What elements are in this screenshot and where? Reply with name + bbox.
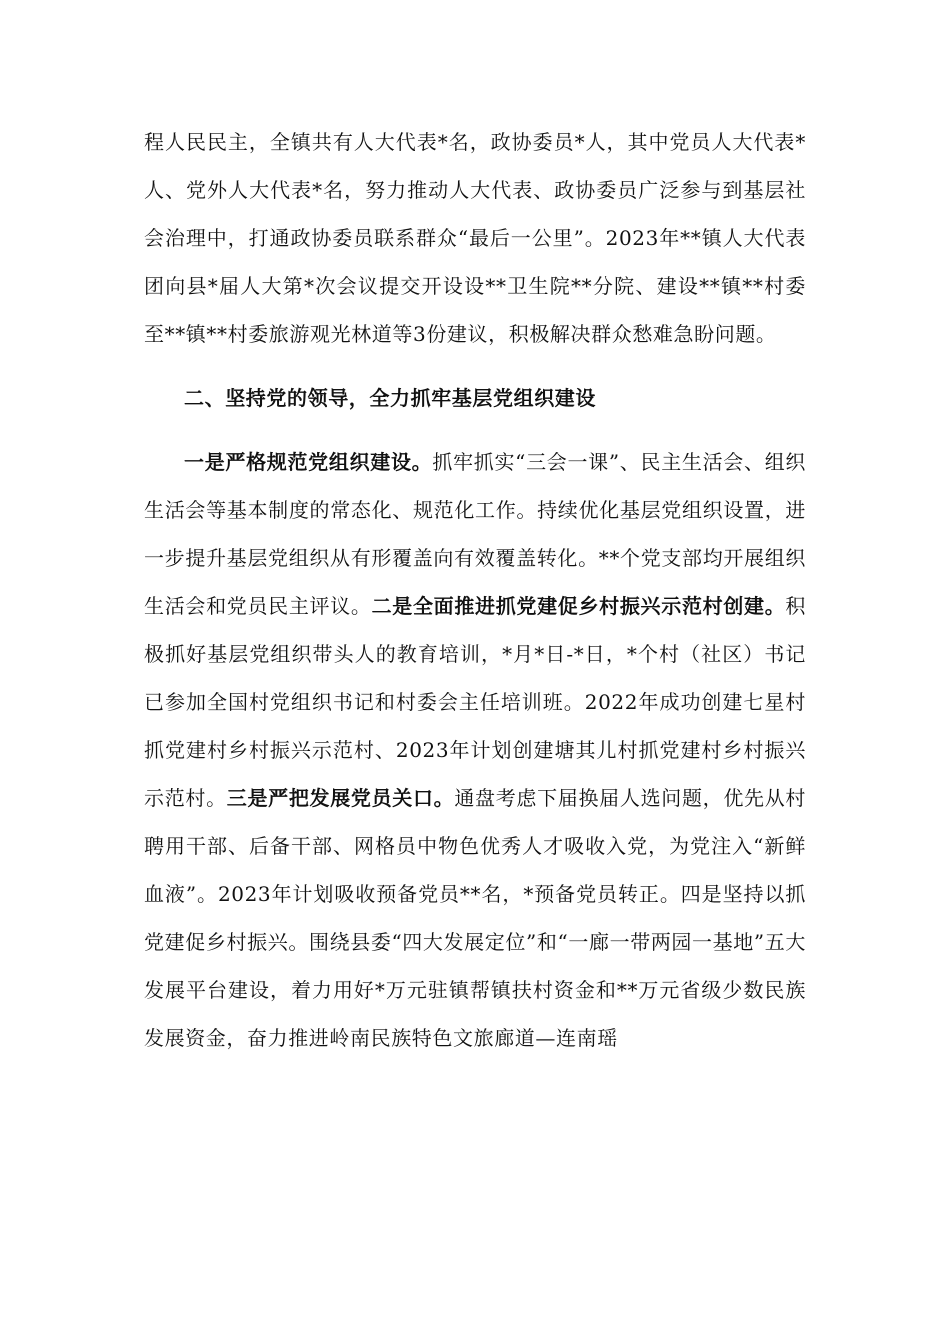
paragraph-2-text-1: 抓牢抓实“三会一课”、民主生活会、组织生活会等基本制度的常态化、规范化工作。持续优化基层党组织设置，进一步提升基层党组织从有形覆盖向有效覆盖转化。**个党支部均开展组织生活会和党员民主评议。 — [144, 450, 806, 618]
paragraph-1-text: 程人民民主，全镇共有人大代表*名，政协委员*人，其中党员人大代表*人、党外人大代表*名，努力推动人大代表、政协委员广泛参与到基层社会治理中，打通政协委员联系群众“最后一公里”。2023年**镇人大代表团向县*届人大第*次会议提交开设设**卫生院**分院、建设**镇**村委至**镇**村委旅游观光林道等3份建议，积极解决群众愁难急盼问题。 — [144, 130, 806, 346]
spacer — [144, 422, 806, 438]
section-heading: 二、坚持党的领导，全力抓牢基层党组织建设 — [184, 386, 596, 410]
lead-phrase-2: 二是全面推进抓党建促乡村振兴示范村创建。 — [371, 594, 786, 618]
paragraph-party-building — [144, 438, 806, 1062]
lead-phrase-1: 一是严格规范党组织建设。 — [184, 450, 433, 474]
paragraph-continued — [144, 118, 806, 358]
lead-phrase-3: 三是严把发展党员关口。 — [226, 786, 455, 810]
paragraph-2-text-2: 积极抓好基层党组织带头人的教育培训，*月*日-*日，*个村（社区）书记已参加全国村党组织书记和村委会主任培训班。2022年成功创建七星村抓党建村乡村振兴示范村、2023年计划创建塘其儿村抓党建村乡村振兴示范村。 — [144, 594, 806, 810]
spacer — [144, 358, 806, 374]
document-body — [144, 118, 806, 1062]
paragraph-2-text-3: 通盘考虑下届换届人选问题，优先从村聘用干部、后备干部、网格员中物色优秀人才吸收入党，为党注入“新鲜血液”。2023年计划吸收预备党员**名，*预备党员转正。四是坚持以抓党建促乡村振兴。围绕县委“四大发展定位”和“一廊一带两园一基地”五大发展平台建设，着力用好*万元驻镇帮镇扶村资金和**万元省级少数民族发展资金，奋力推进岭南民族特色文旅廊道—连南瑶 — [144, 786, 806, 1050]
